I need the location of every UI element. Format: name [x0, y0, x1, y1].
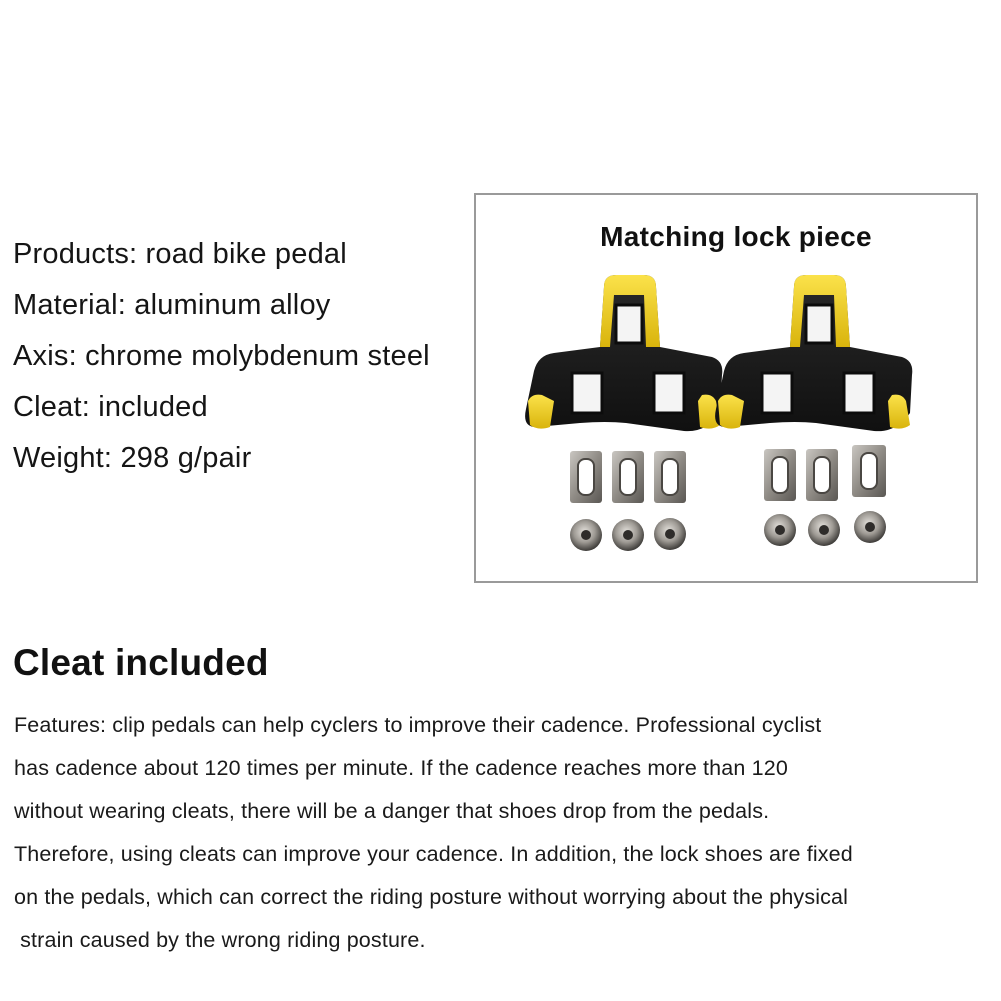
paragraph-line: Features: clip pedals can help cyclers to improve their cadence. Professional cyclist — [14, 713, 822, 737]
cleat-left — [525, 275, 722, 431]
figure-caption: Matching lock piece — [600, 221, 872, 252]
cleat-right — [715, 275, 912, 431]
paragraph-line: without wearing cleats, there will be a danger that shoes drop from the pedals. — [14, 799, 770, 823]
spec-list — [13, 229, 430, 484]
cleat-product-image — [474, 193, 978, 583]
paragraph-line: strain caused by the wrong riding posture. — [14, 928, 426, 952]
spec-axis: Axis: chrome molybdenum steel — [13, 340, 430, 372]
washer-plates — [570, 445, 886, 503]
paragraph-line: on the pedals, which can correct the riding posture without worrying about the physical — [14, 885, 849, 909]
paragraph-line: Therefore, using cleats can improve your cadence. In addition, the lock shoes are fixed — [14, 842, 853, 866]
cleat-bolts — [570, 511, 886, 551]
spec-product: Products: road bike pedal — [13, 238, 347, 270]
section-heading: Cleat included — [13, 642, 269, 683]
spec-weight: Weight: 298 g/pair — [13, 442, 252, 474]
spec-material: Material: aluminum alloy — [13, 289, 331, 321]
spec-cleat: Cleat: included — [13, 391, 208, 423]
paragraph-line: has cadence about 120 times per minute. If the cadence reaches more than 120 — [14, 756, 788, 780]
features-paragraph — [14, 704, 994, 962]
